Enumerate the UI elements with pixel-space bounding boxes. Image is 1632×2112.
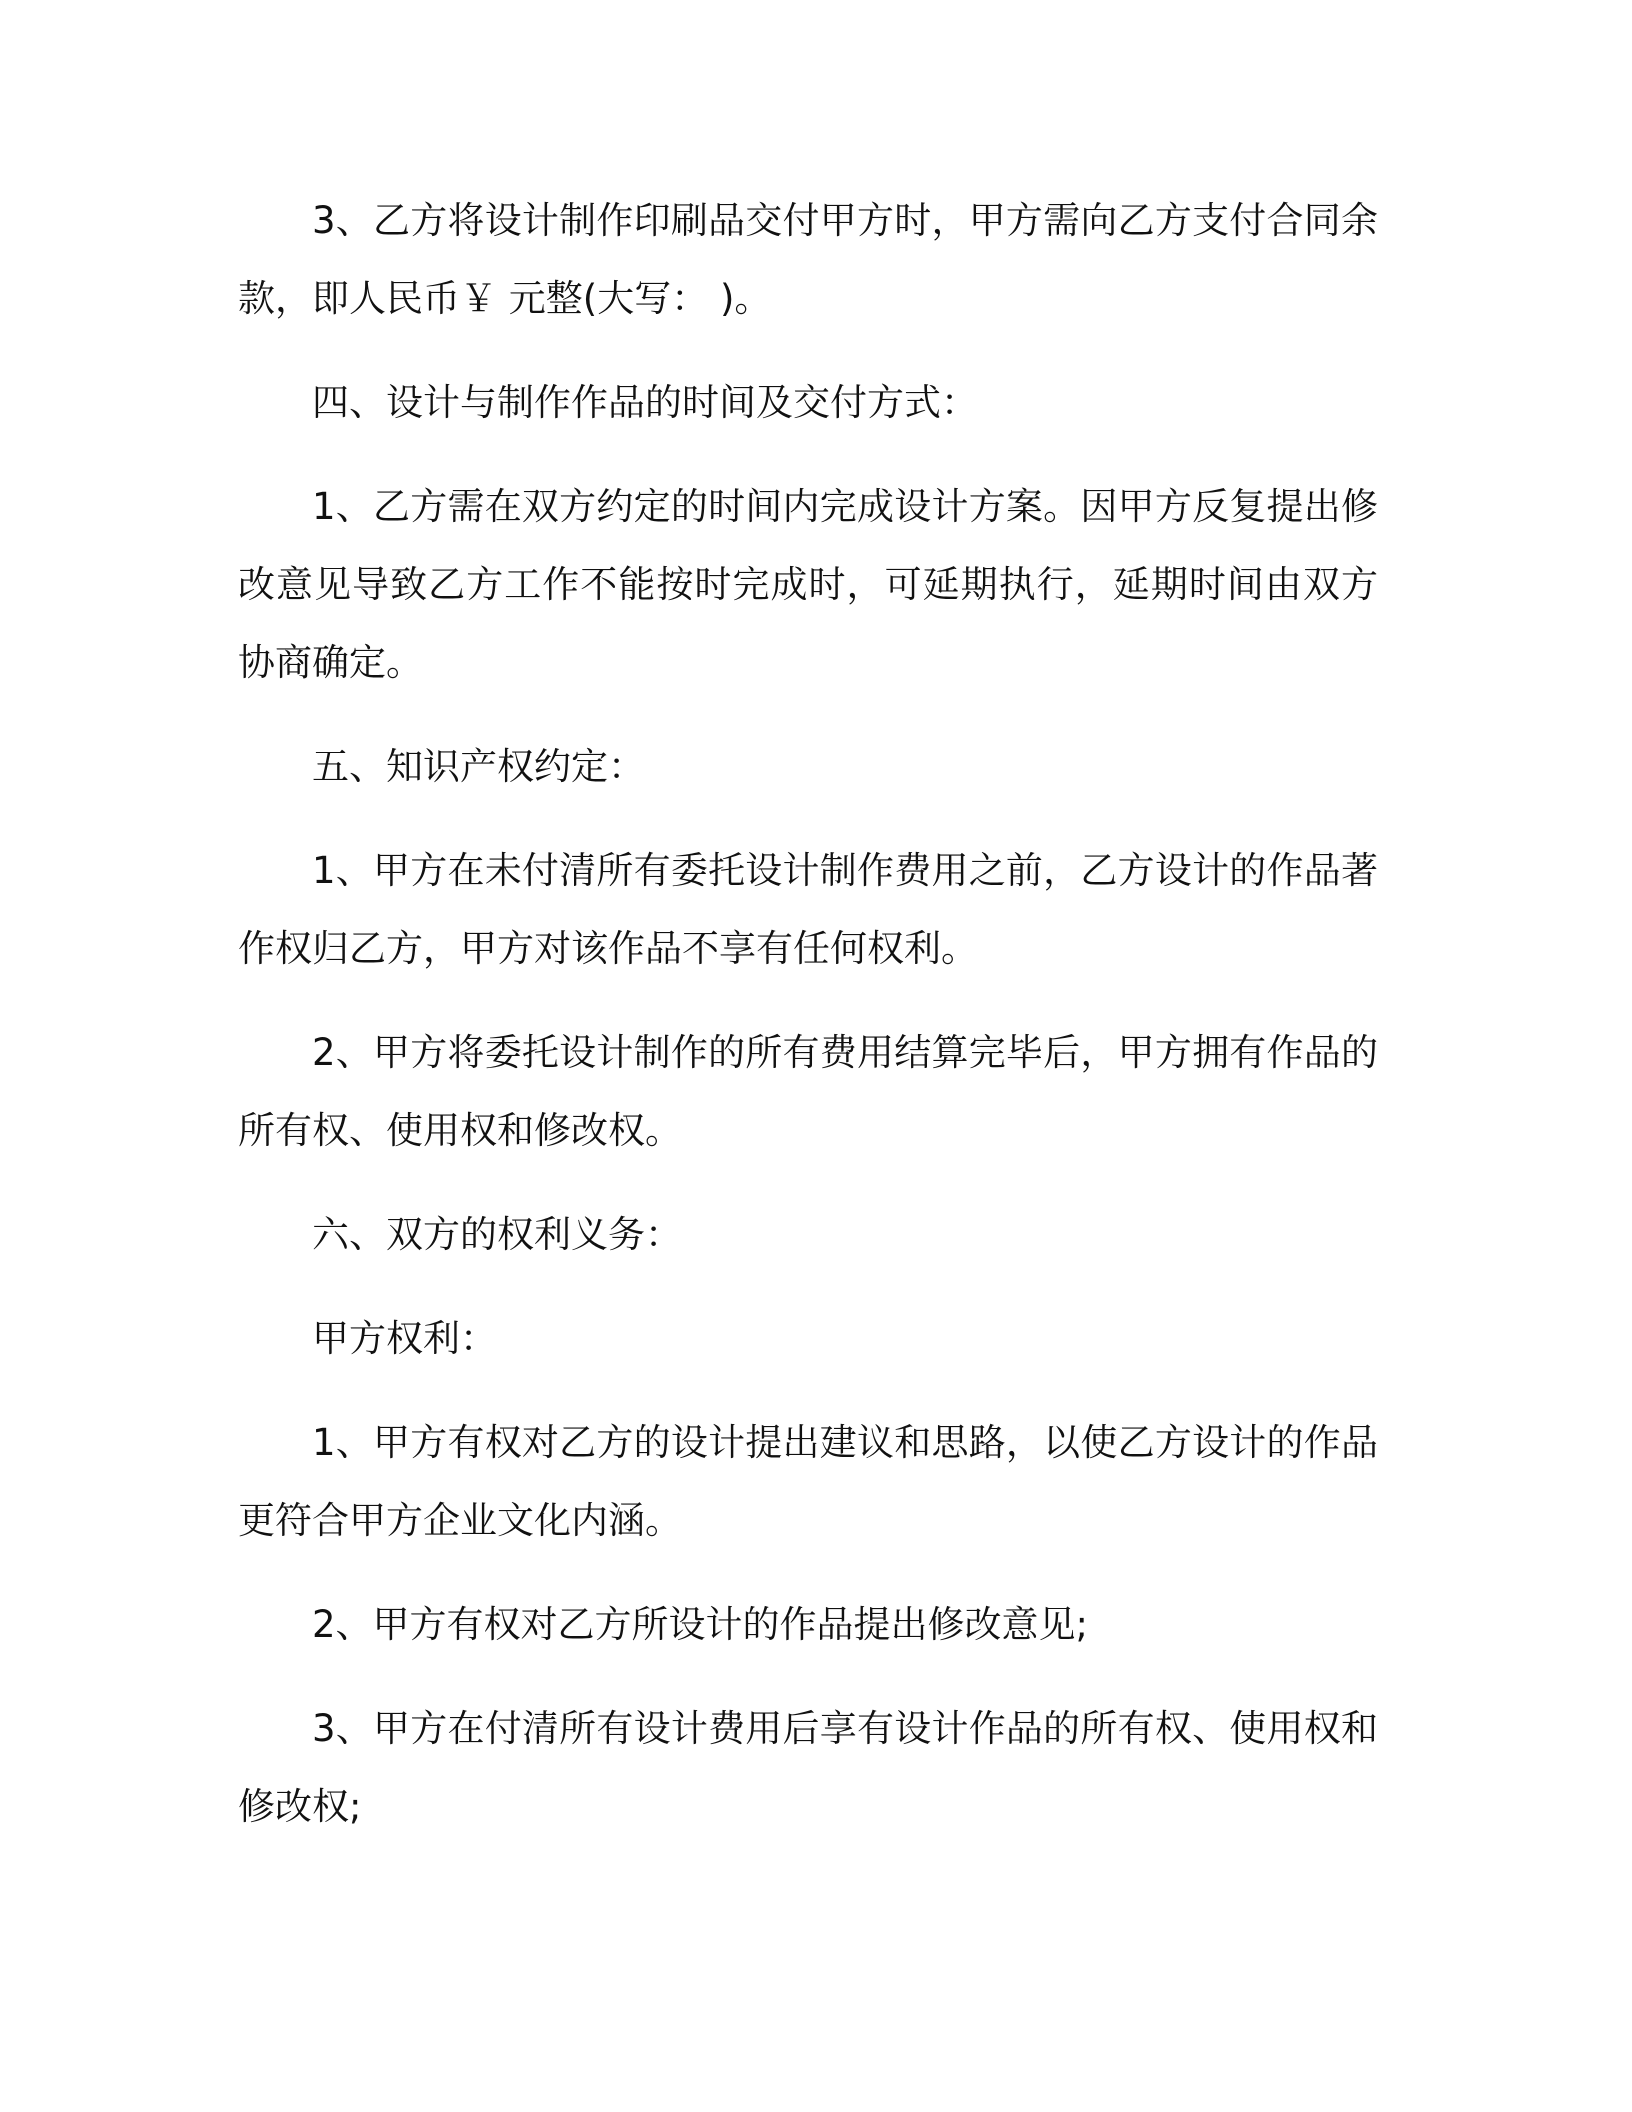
paragraph-payment-balance: 3、乙方将设计制作印刷品交付甲方时，甲方需向乙方支付合同余款，即人民币￥ 元整(大写： )。 [238,199,1378,320]
paragraph-delivery-time: 1、乙方需在双方约定的时间内完成设计方案。因甲方反复提出修改意见导致乙方工作不能按时完成时，可延期执行，延期时间由双方协商确定。 [238,485,1378,684]
paragraph-ip-after-payment: 2、甲方将委托设计制作的所有费用结算完毕后，甲方拥有作品的所有权、使用权和修改权。 [238,1031,1378,1152]
paragraph-right-suggestions: 1、甲方有权对乙方的设计提出建议和思路，以使乙方设计的作品更符合甲方企业文化内涵。 [238,1421,1378,1542]
section-heading-ip: 五、知识产权约定： [312,745,645,788]
paragraph-right-revisions: 2、甲方有权对乙方所设计的作品提出修改意见; [312,1603,1089,1646]
document-body [238,182,1378,1872]
paragraph-ip-before-payment: 1、甲方在未付清所有委托设计制作费用之前，乙方设计的作品著作权归乙方，甲方对该作品不享有任何权利。 [238,849,1378,970]
paragraph-right-ownership: 3、甲方在付清所有设计费用后享有设计作品的所有权、使用权和修改权; [238,1707,1378,1828]
section-heading-delivery: 四、设计与制作作品的时间及交付方式： [312,381,978,424]
section-heading-rights-obligations: 六、双方的权利义务： [312,1213,682,1256]
subheading-party-a-rights: 甲方权利： [312,1317,497,1360]
